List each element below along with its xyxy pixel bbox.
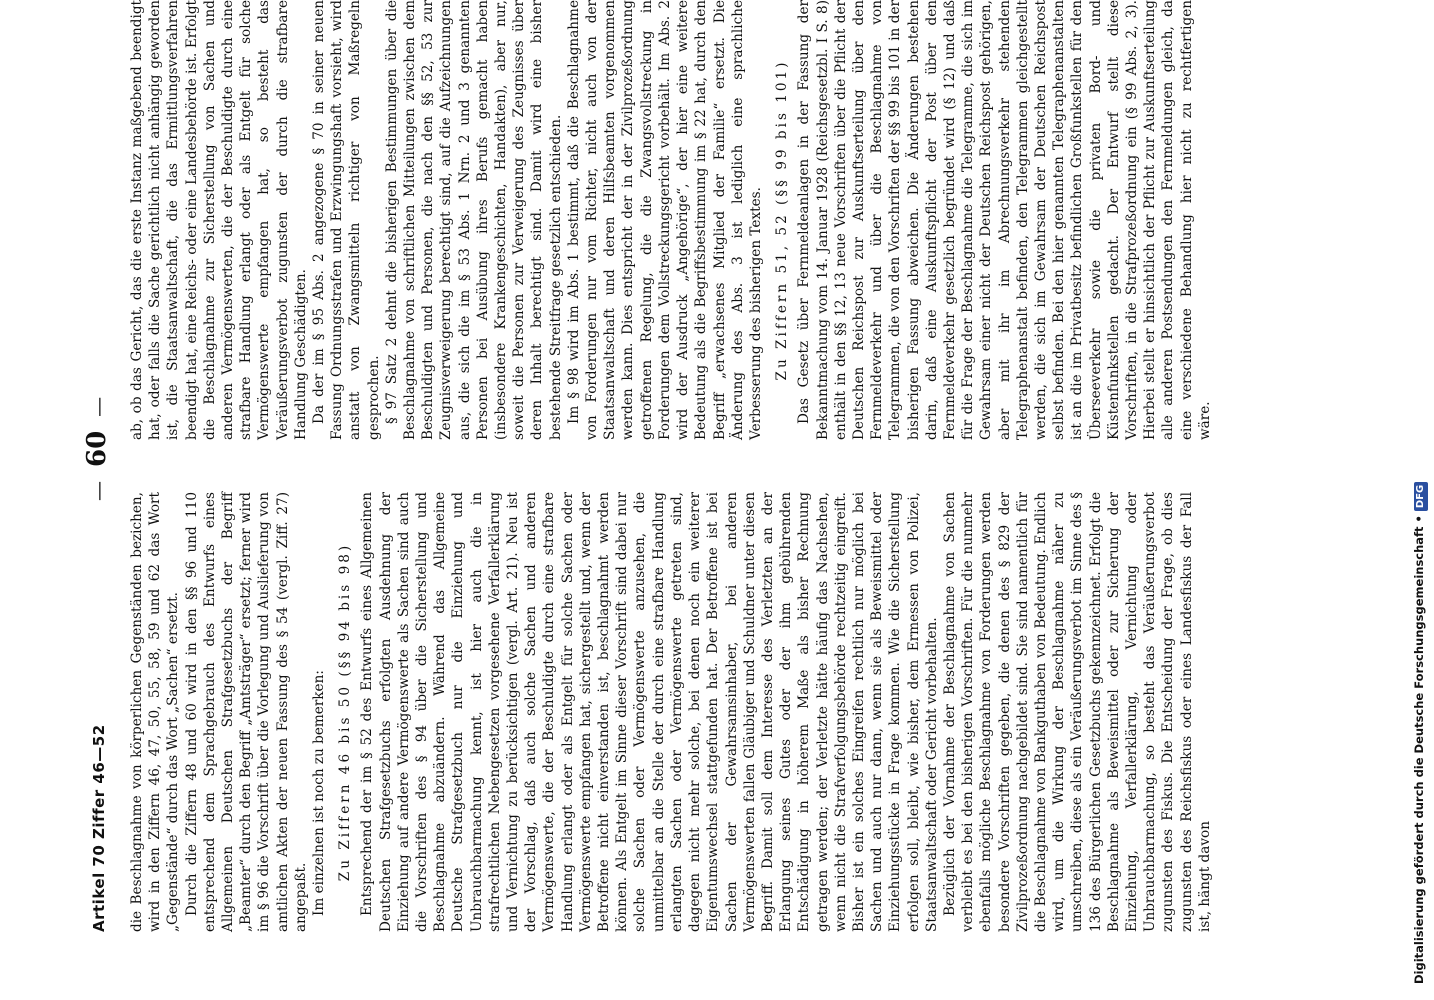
paragraph: Durch die Ziffern 48 und 60 wird in den §§ 96 und 110 entsprechend dem Sprachgebrauch des Entwurfs eines Allgemeinen Deutschen Strafgesetzbuchs der Begriff „Beamter“ durch den Begriff „Amtsträger“ ersetzt; ferner wird im § 96 die Vorschrift über die Vorlegung und Auslieferung von amtlichen Akten der neuen Fassung des § 54 (vergl. Ziff. 27) angepaßt. (183, 492, 309, 932)
paragraph: Im § 98 wird im Abs. 1 bestimmt, daß die Beschlagnahme von Forderungen nur vom Richter, nicht auch von der Staatsanwaltschaft und deren Hilfsbeamten vorgenommen werden kann. Dies entspricht der in der Zivilprozeßordnung getroffenen Regelung, die die Zwangsvollstreckung in Forderungen dem Vollstreckungsgericht vorbehält. Im Abs. 2 wird der Ausdruck „Angehörige“, der hier eine weitere Bedeutung als die Begriffsbestimmung im § 22 hat, durch den Begriff „erwachsenes Mitglied der Familie“ ersetzt. Die Änderung des Abs. 3 ist lediglich eine sprachliche Verbesserung des bisherigen Textes. (565, 0, 764, 440)
paragraph: Entsprechend der im § 52 des Entwurfs eines Allgemeinen Deutschen Strafgesetzbuchs erfolgten Ausdehnung der Einziehung auf andere Vermögenswerte als Sachen sind auch die Vorschriften des § 94 über die Sicherstellung und Beschlagnahme abzuändern. Während das Allgemeine Deutsche Strafgesetzbuch nur die Einziehung und Unbrauchbarmachung kennt, ist hier auch die in strafrechtlichen Nebengesetzen vorgesehene Verfallerklärung und Vernichtung zu berücksichtigen (vergl. Art. 21). Neu ist der Vorschlag, daß auch solche Sachen und anderen Vermögenswerte, die der Beschuldigte durch eine strafbare Handlung erlangt oder als Entgelt für solche Sachen oder Vermögenswerte empfangen hat, sichergestellt und, wenn der Betroffene nicht einverstanden ist, beschlagnahmt werden können. Als Entgelt im Sinne dieser Vorschrift sind dabei nur solche Sachen oder Vermögenswerte anzusehen, die unmittelbar an die Stelle der durch eine strafbare Handlung erlangten Sachen oder Vermögenswerte getreten sind, dagegen nicht mehr solche, bei denen noch ein weiterer Eigentumswechsel stattgefunden hat. Der Betroffene ist bei Sachen der Gewahrsamsinhaber, bei anderen Vermögenswerten fallen Gläubiger und Schuldner unter diesen Begriff. Damit soll dem Interesse des Verletzten an der Erlangung seines Gutes oder der ihm gebührenden Entschädigung in höherem Maße als bisher Rechnung getragen werden; der Verletzte hätte häufig das Nachsehen, wenn nicht die Strafverfolgungsbehörde rechtzeitig eingreift. Bisher ist ein solches Eingreifen rechtlich nur möglich bei Sachen und auch nur dann, wenn sie als Beweismittel oder Einziehungsstücke in Frage kommen. Wie die Sicherstellung erfolgen soll, bleibt, wie bisher, dem Ermessen von Polizei, Staatsanwaltschaft oder Gericht vorbehalten. (359, 492, 940, 932)
right-column (128, 0, 1214, 440)
paragraph: Bezüglich der Vornahme der Beschlagnahme von Sachen verbleibt es bei den bisherigen Vorschriften. Für die nunmehr ebenfalls mögliche Beschlagnahme von Forderungen werden besondere Vorschriften gegeben, die denen des § 829 der Zivilprozeßordnung nachgebildet sind. Sie sind namentlich für die Beschlagnahme von Bankguthaben von Bedeutung. Endlich wird, um die Wirkung der Beschlagnahme näher zu umschreiben, diese als ein Veräußerungsverbot im Sinne des § 136 des Bürgerlichen Gesetzbuchs gekennzeichnet. Erfolgt die Beschlagnahme als Beweismittel oder zur Sicherung der Einziehung, Verfallerklärung, Vernichtung oder Unbrauchbarmachung, so besteht das Veräußerungsverbot zugunsten des Fiskus. Die Entscheidung der Frage, ob dies zugunsten des Reichsfiskus oder eines Landesfiskus der Fall ist, hängt davon (941, 492, 1213, 932)
page-header (80, 0, 130, 1000)
article-heading: Artikel 70 Ziffer 46—52 (90, 724, 108, 932)
paragraph: Das Gesetz über Fernmeldeanlagen in der Fassung der Bekanntmachung vom 14. Januar 1928 (Reichsgesetzbl. I S. 8) enthält in den §§ 12, 13 neue Vorschriften über die Pflicht der Deutschen Reichspost zur Auskunftserteilung über den Fernmeldeverkehr und über die Beschlagnahme von Telegrammen, die von den Vorschriften der §§ 99 bis 101 in der bisherigen Fassung abweichen. Die Änderungen bestehen darin, daß eine Auskunftspflicht der Post über den Fernmeldeverkehr gesetzlich begründet wird (§ 12) und daß für die Frage der Beschlagnahme die Telegramme, die sich im Gewahrsam einer nicht der Deutschen Reichspost gehörigen, aber mit ihr im Abrechnungsverkehr stehenden Telegraphenanstalt befinden, den Telegrammen gleichgestellt werden, die sich im Gewahrsam der Deutschen Reichspost selbst befinden. Bei den hier genannten Telegraphenanstalten ist an die im Privatbesitz befindlichen Großfunkstellen für den Überseeverkehr sowie die privaten Bord- und Küstenfunkstellen gedacht. Der Entwurf stellt diese Vorschriften, in die Strafprozeßordnung ein (§ 99 Abs. 2, 3). Hierbei stellt er hinsichtlich der Pflicht zur Auskunftserteilung alle anderen Postsendungen den Fernmeldungen gleich, da eine verschiedene Behandlung hier nicht zu rechtfertigen wäre. (796, 0, 1213, 440)
section-heading: Zu Ziffern 46 bis 50 (§§ 94 bis 98) (337, 542, 354, 882)
page-number: 60 (82, 430, 112, 467)
paragraph: die Beschlagnahme von körperlichen Gegenständen bezichen, wird in den Ziffern 46, 47, 50, 55, 58, 59 und 62 das Wort „Gegenstände“ durch das Wort „Sachen“ ersetzt. (129, 492, 182, 932)
paragraph: Da der im § 95 Abs. 2 angezogene § 70 in seiner neuen Fassung Ordnungsstrafen und Erzwingungshaft vorsieht, wird anstatt von Zwangsmitteln richtiger von Maßregeln gesprochen. (311, 0, 382, 440)
paragraph: § 97 Satz 2 dehnt die bisherigen Bestimmungen über die Beschlagnahme von schriftlichen Mitteilungen zwischen dem Beschuldigten und Personen, die nach den §§ 52, 53 zur Zeugnisverweigerung berechtigt sind, auf die Aufzeichnungen aus, die sich die im § 53 Abs. 1 Nrn. 2 und 3 genannten Personen bei Ausübung ihres Berufs gemacht haben (insbesondere Krankengeschichten, Handakten), aber nur, soweit die Personen zur Verweigerung des Zeugnisses über deren Inhalt berechtigt sind. Damit wird eine bisher bestehende Streitfrage gesetzlich entschieden. (383, 0, 564, 440)
header-dash-right: — (86, 396, 110, 417)
section-heading: Zu Ziffern 51, 52 (§§ 99 bis 101) (774, 59, 791, 381)
digitization-credit (1409, 24, 1429, 984)
left-column (128, 492, 1214, 932)
paragraph: Im einzelnen ist noch zu bemerken: (311, 670, 328, 916)
page-number-line (82, 383, 112, 515)
credit-text: Digitalisierung gefördert durch die Deutsche Forschungsgemeinschaft • (1412, 515, 1426, 984)
header-dash-left: — (86, 481, 110, 501)
paragraph: ab, ob das Gericht, das die erste Instanz maßgebend beendigt hat, oder falls die Sache gerichtlich nicht anhängig geworden ist, die Staatsanwaltschaft, die das Ermittlungsverfahren beendigt hat, eine Reichs- oder eine Landesbehörde ist. Erfolgt die Beschlagnahme zur Sicherstellung von Sachen und anderen Vermögenswerten, die der Beschuldigte durch eine strafbare Handlung erlangt oder als Entgelt für solche Vermögenswerte empfangen hat, so besteht das Veräußerungsverbot zugunsten der durch die strafbare Handlung Geschädigten. (129, 0, 309, 440)
rotated-page-body (80, 0, 1410, 1000)
dfg-logo: DFG (1414, 482, 1428, 511)
